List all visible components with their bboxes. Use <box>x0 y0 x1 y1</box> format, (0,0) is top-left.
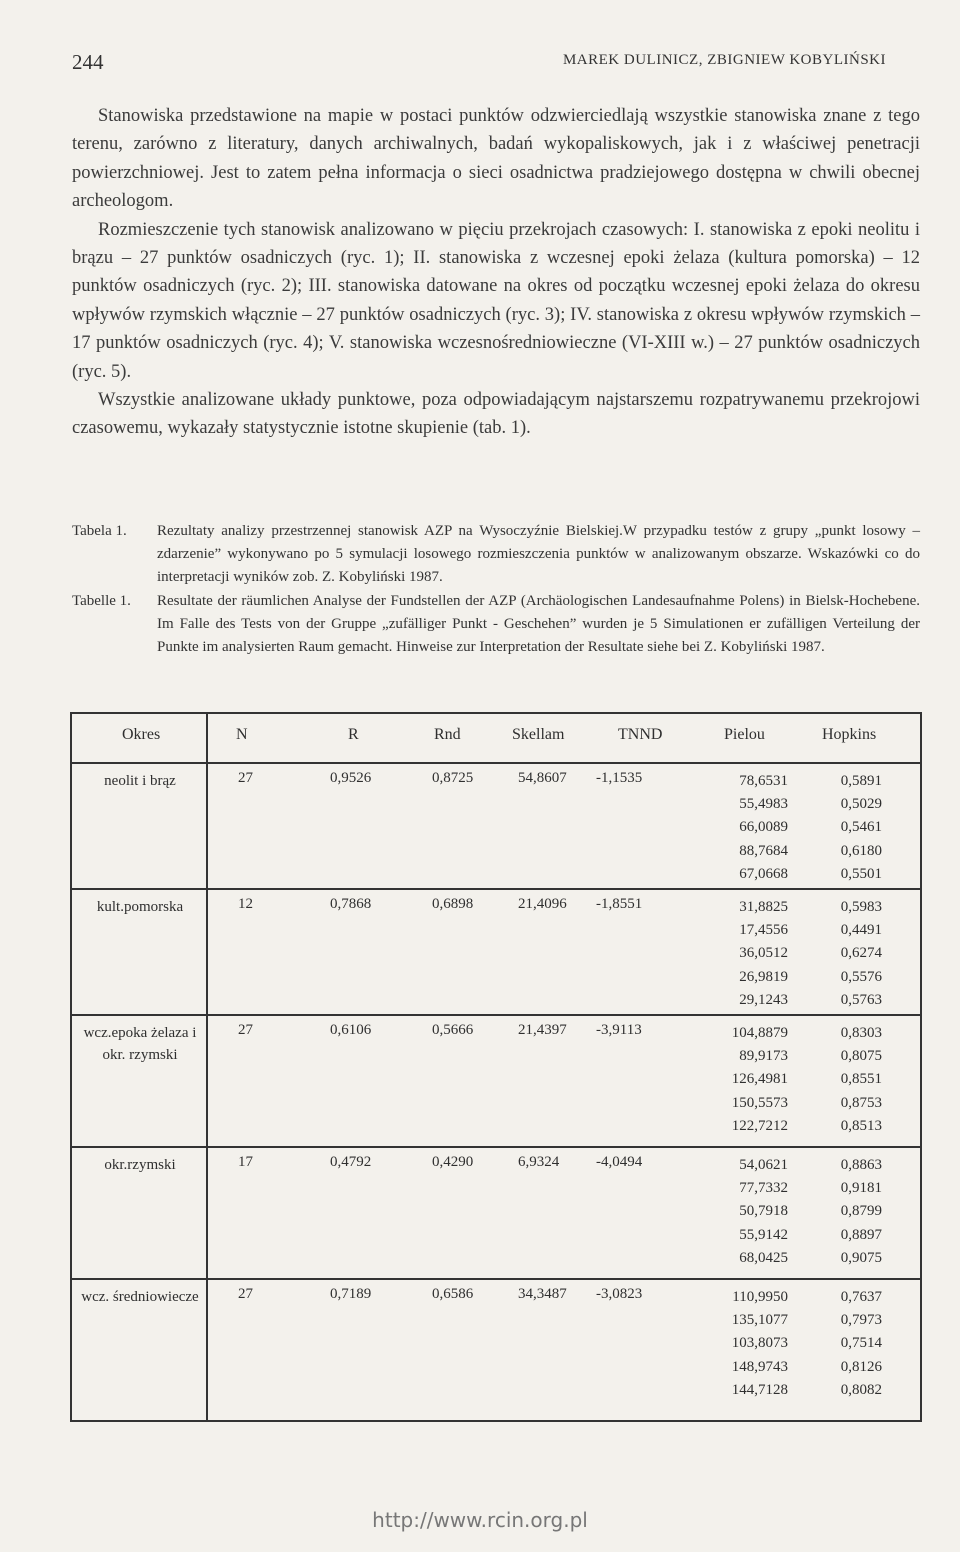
hopkins-value: 0,5576 <box>840 968 882 985</box>
header-okres: Okres <box>122 726 161 743</box>
cell-pielou-values <box>692 770 788 886</box>
page-number: 244 <box>72 50 104 74</box>
cell-hopkins-values <box>798 1286 882 1402</box>
pielou-value: 126,4981 <box>731 1071 788 1088</box>
cell-okres: neolit i brąz <box>104 773 176 789</box>
cell-tnnd: -1,8551 <box>596 896 643 912</box>
cell-r: 0,6106 <box>330 1022 372 1038</box>
pielou-value: 36,0512 <box>739 945 788 962</box>
cell-okres: wcz. średniowiecze <box>81 1289 199 1305</box>
hopkins-value: 0,4491 <box>840 922 882 939</box>
cell-pielou-values <box>692 1154 788 1270</box>
hopkins-value: 0,8303 <box>840 1025 882 1041</box>
cell-skellam: 34,3487 <box>518 1286 567 1302</box>
pielou-value: 103,8073 <box>731 1335 788 1352</box>
header-r: R <box>348 726 359 743</box>
hopkins-value: 0,8551 <box>840 1071 882 1088</box>
pielou-value: 135,1077 <box>731 1312 788 1329</box>
hopkins-value: 0,8863 <box>840 1157 882 1173</box>
hopkins-value: 0,5501 <box>840 865 882 882</box>
cell-hopkins-values <box>798 896 882 1012</box>
pielou-value: 150,5573 <box>731 1094 788 1111</box>
table-row <box>72 1016 920 1148</box>
cell-pielou-values <box>692 1022 788 1138</box>
table-caption-polish <box>72 520 920 589</box>
cell-tnnd: -3,9113 <box>596 1022 642 1038</box>
hopkins-value: 0,8082 <box>840 1381 882 1398</box>
pielou-value: 31,8825 <box>739 899 788 915</box>
cell-n: 17 <box>238 1154 253 1170</box>
pielou-value: 55,9142 <box>739 1226 788 1243</box>
cell-rnd: 0,5666 <box>432 1022 474 1038</box>
paragraph: Wszystkie analizowane układy punktowe, poza odpowiadającym najstarszemu rozpatrywanemu przekrojowi czasowemu, wykazały statystycznie istotne skupienie (tab. 1). <box>72 390 920 439</box>
hopkins-value: 0,8126 <box>840 1358 882 1375</box>
table-row <box>72 764 920 890</box>
cell-pielou-values <box>692 896 788 1012</box>
cell-rnd: 0,8725 <box>432 770 474 786</box>
cell-pielou-values <box>692 1286 788 1402</box>
cell-tnnd: -4,0494 <box>596 1154 643 1170</box>
table-row <box>72 890 920 1016</box>
hopkins-value: 0,9181 <box>840 1180 882 1197</box>
cell-r: 0,4792 <box>330 1154 372 1170</box>
cell-okres: kult.pomorska <box>96 899 184 915</box>
pielou-value: 104,8879 <box>731 1025 788 1041</box>
cell-hopkins-values <box>798 1022 882 1138</box>
running-head: MAREK DULINICZ, ZBIGNIEW KOBYLIŃSKI <box>562 52 886 68</box>
pielou-value: 55,4983 <box>739 796 788 813</box>
cell-skellam: 21,4397 <box>518 1022 567 1038</box>
pielou-value: 17,4556 <box>739 922 788 939</box>
pielou-value: 66,0089 <box>739 819 788 836</box>
body-text <box>72 102 920 443</box>
hopkins-value: 0,8753 <box>840 1094 882 1111</box>
page-header <box>72 50 886 90</box>
pielou-value: 67,0668 <box>739 865 788 882</box>
header-n: N <box>236 726 248 743</box>
cell-skellam: 6,9324 <box>518 1154 560 1170</box>
cell-hopkins-values <box>798 1154 882 1270</box>
pielou-value: 144,7128 <box>731 1381 788 1398</box>
header-pielou: Pielou <box>724 726 765 743</box>
pielou-value: 54,0621 <box>739 1157 788 1173</box>
pielou-value: 148,9743 <box>731 1358 788 1375</box>
table-row <box>72 1148 920 1280</box>
hopkins-value: 0,5891 <box>840 773 882 789</box>
hopkins-value: 0,5029 <box>840 796 882 813</box>
cell-rnd: 0,4290 <box>432 1154 474 1170</box>
cell-hopkins-values <box>798 770 882 886</box>
cell-n: 27 <box>238 770 253 786</box>
cell-r: 0,7868 <box>330 896 372 912</box>
cell-n: 27 <box>238 1022 253 1038</box>
cell-tnnd: -3,0823 <box>596 1286 643 1302</box>
cell-tnnd: -1,1535 <box>596 770 643 786</box>
hopkins-value: 0,6274 <box>840 945 882 962</box>
hopkins-value: 0,8897 <box>840 1226 882 1243</box>
cell-r: 0,9526 <box>330 770 372 786</box>
cell-okres: okr.rzymski <box>104 1157 176 1173</box>
table-header-row <box>72 714 920 764</box>
pielou-value: 122,7212 <box>731 1117 788 1134</box>
hopkins-value: 0,5983 <box>840 899 882 915</box>
paragraph: Rozmieszczenie tych stanowisk analizowano w pięciu przekrojach czasowych: I. stanowiska z epoki neolitu i brązu – 27 punktów osadniczych (ryc. 1); II. stanowiska z wczesnej epoki żelaza (kultura pomorska) – 12 punktów osadniczych (ryc. 2); III. stanowiska datowane na okres od początku wczesnej epoki żelaza do okresu wpływów rzymskich włącznie – 27 punktów osadniczych (ryc. 3); IV. stanowiska z okresu wpływów rzymskich – 17 punktów osadniczych (ryc. 4); V. stanowiska wczesnośredniowieczne (VI-XIII w.) – 27 punktów osadniczych (ryc. 5). <box>72 219 920 382</box>
cell-n: 12 <box>238 896 253 912</box>
hopkins-value: 0,7973 <box>840 1312 882 1329</box>
hopkins-value: 0,9075 <box>840 1249 882 1266</box>
pielou-value: 68,0425 <box>739 1249 788 1266</box>
pielou-value: 110,9950 <box>732 1289 788 1305</box>
header-rnd: Rnd <box>434 726 461 743</box>
hopkins-value: 0,7637 <box>840 1289 882 1305</box>
cell-rnd: 0,6586 <box>432 1286 474 1302</box>
cell-n: 27 <box>238 1286 253 1302</box>
hopkins-value: 0,5763 <box>840 991 882 1008</box>
hopkins-value: 0,8513 <box>840 1117 882 1134</box>
header-skellam: Skellam <box>512 726 565 743</box>
table-row <box>72 1280 920 1420</box>
header-hopkins: Hopkins <box>822 726 877 743</box>
cell-okres: wcz.epoka żelaza i okr. rzymski <box>83 1025 197 1063</box>
header-tnnd: TNND <box>618 726 663 743</box>
paragraph: Stanowiska przedstawione na mapie w postaci punktów odzwierciedlają wszystkie stanowiska znane z tego terenu, zarówno z literatury, danych archiwalnych, badań wykopaliskowych, jak i z właściwej penetracji powierzchniowej. Jest to zatem pełna informacja o sieci osadnictwa pradziejowego dostępna w chwili obecnej archeologom. <box>72 106 920 212</box>
caption-text: Resultate der räumlichen Analyse der Fundstellen der AZP (Archäologischen Landesaufnahme Polens) in Bielsk-Hochebene. Im Falle des Tests von der Gruppe „zufälliger Punkt - Geschehen” wurden je 5 Simulationen er zufälligen Verteilung der Punkte im analysierten Raum gemacht. Hinweise zur Interpretation der Resultate siehe bei Z. Kobyliński 1987. <box>157 593 920 655</box>
table-caption-german <box>72 590 920 659</box>
cell-r: 0,7189 <box>330 1286 372 1302</box>
cell-skellam: 54,8607 <box>518 770 567 786</box>
caption-label: Tabelle 1. <box>72 593 131 609</box>
pielou-value: 78,6531 <box>739 773 788 789</box>
hopkins-value: 0,8799 <box>840 1203 882 1220</box>
hopkins-value: 0,7514 <box>840 1335 882 1352</box>
results-table <box>70 712 922 1422</box>
caption-text: Rezultaty analizy przestrzennej stanowisk AZP na Wysoczyźnie Bielskiej.W przypadku testów z grupy „punkt losowy – zdarzenie” wykonywano po 5 symulacji losowego rozmieszczenia punktów w analizowanym obszarze. Wskazówki co do interpretacji wyników zob. Z. Kobyliński 1987. <box>157 523 920 585</box>
caption-label: Tabela 1. <box>72 523 127 539</box>
pielou-value: 29,1243 <box>739 991 788 1008</box>
pielou-value: 88,7684 <box>739 842 788 859</box>
hopkins-value: 0,5461 <box>840 819 882 836</box>
pielou-value: 50,7918 <box>739 1203 788 1220</box>
hopkins-value: 0,8075 <box>840 1048 882 1065</box>
cell-rnd: 0,6898 <box>432 896 474 912</box>
hopkins-value: 0,6180 <box>840 842 882 859</box>
cell-skellam: 21,4096 <box>518 896 567 912</box>
pielou-value: 77,7332 <box>739 1180 788 1197</box>
pielou-value: 26,9819 <box>739 968 788 985</box>
footer-url: http://www.rcin.org.pl <box>372 1508 588 1532</box>
pielou-value: 89,9173 <box>739 1048 788 1065</box>
